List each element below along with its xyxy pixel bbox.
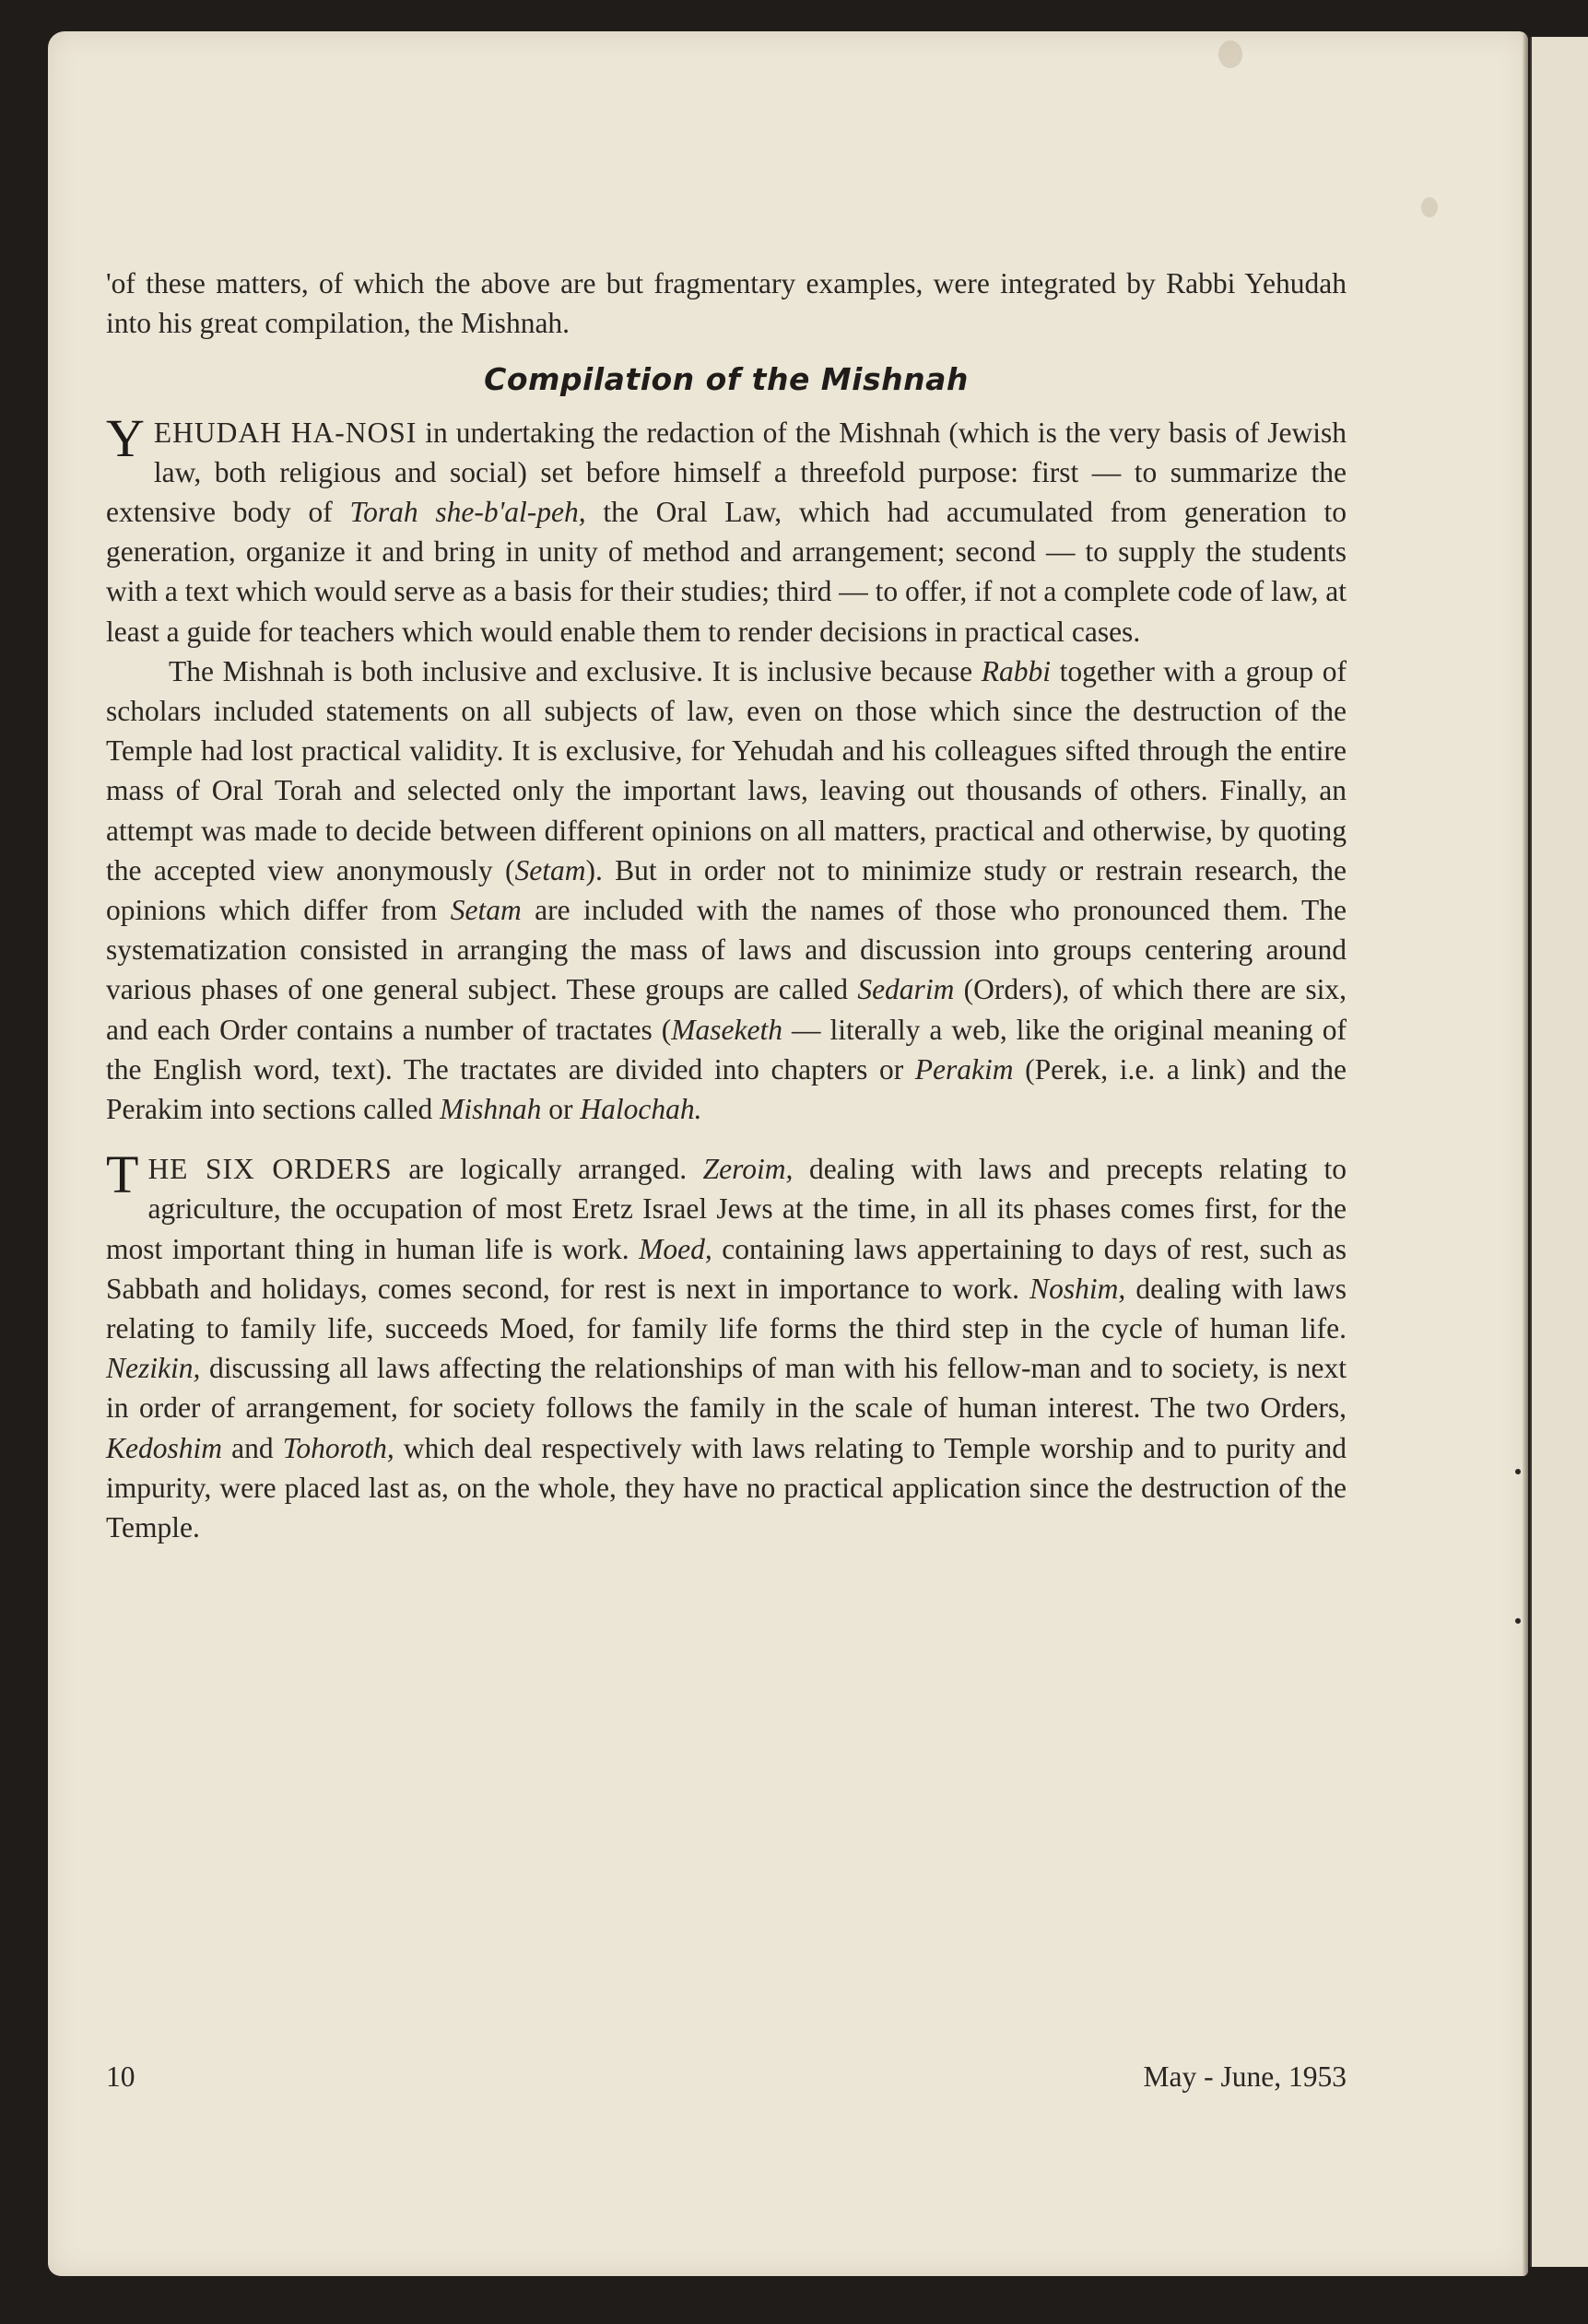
staple-mark: [1515, 1469, 1521, 1474]
paragraph-text: which deal respectively with laws relating to Temple worship and to purity and impurity, were placed last as, on the whole, they have no practical application since the destruction of the Temple.: [106, 1431, 1347, 1544]
paragraph-text: (Perek, i.e. a link) and the Perakim into sections called: [106, 1052, 1347, 1126]
paragraph-redaction: [106, 407, 1347, 651]
paragraph-inclusive: [106, 651, 1347, 1129]
italic-term: Tohoroth,: [282, 1431, 394, 1464]
paragraph-text: are included with the names of those who pronounced them. The systematization consisted in arranging the mass of laws and discussion into groups centering around various phases of one general subject. These groups are called: [106, 894, 1347, 1006]
italic-term: Zeroim,: [702, 1153, 794, 1186]
page-stain: [1421, 197, 1438, 217]
italic-term: Sedarim: [857, 973, 955, 1006]
paragraph-text: together with a group of scholars included statements on all subjects of law, even on those which since the destruction of the Temple had lost practical validity. It is exclusive, for Yehudah and his colleagues sifted through the entire mass of Oral Torah and selected only the important laws, leaving out thousands of others. Finally, an attempt was made to decide between different opinions on all matters, practical and otherwise, by quoting the accepted view anonymously (: [106, 654, 1347, 886]
paragraph-text: (Orders), of which there are six, and each Order contains a number of tractates (: [106, 973, 1347, 1046]
page-number: 10: [106, 2060, 135, 2093]
paragraph-text: dealing with laws and precepts relating to agriculture, the occupation of most Eretz Israel Jews at the time, in all its phases comes first, for the most important thing in human life is work.: [106, 1153, 1347, 1265]
article-body: [106, 264, 1347, 1547]
drop-cap: T: [106, 1144, 139, 1205]
paragraph-text: The Mishnah is both inclusive and exclusive. It is inclusive because: [169, 654, 982, 687]
paragraph-text: and: [222, 1431, 283, 1464]
italic-term: Moed,: [639, 1232, 712, 1265]
facing-page-edge: [1530, 37, 1588, 2267]
page-stain: [1218, 41, 1242, 68]
italic-term: Kedoshim: [106, 1431, 222, 1464]
italic-term: Torah she-b'al-peh,: [349, 496, 586, 529]
staple-mark: [1515, 1618, 1521, 1624]
paragraph-text: in undertaking the redaction of the Mishnah (which is the very basis of Jewish law, both religious and social) set before himself a threefold purpose: first — to summarize the extensive body of: [106, 416, 1347, 529]
italic-term: Halochah.: [580, 1093, 702, 1126]
section-heading: Compilation of the Mishnah: [484, 361, 969, 398]
italic-term: Perakim: [914, 1052, 1014, 1086]
paragraph-text: containing laws appertaining to days of rest, such as Sabbath and holidays, comes second, for rest is next in importance to work.: [106, 1232, 1347, 1305]
italic-term: Maseketh: [671, 1013, 782, 1046]
italic-term: Rabbi: [981, 654, 1051, 687]
paragraph-text: — literally a web, like the original meaning of the English word, text). The tractates are divided into chapters or: [106, 1013, 1347, 1086]
paragraph-lead: EHUDAH HA-NOSI: [153, 416, 418, 449]
paragraph-text: ). But in order not to minimize study or restrain research, the opinions which differ from: [106, 853, 1347, 927]
italic-term: Noshim,: [1029, 1272, 1126, 1305]
italic-term: Nezikin,: [106, 1352, 201, 1385]
paragraph-gap: [106, 1129, 1347, 1149]
paragraph-text: or: [541, 1093, 581, 1126]
paragraph-text: are logically arranged.: [392, 1153, 703, 1186]
paragraph-six-orders: [106, 1144, 1347, 1547]
paragraph-text: discussing all laws affecting the relationships of man with his fellow-man and to society, is next in order of arrangement, for society follows the family in the scale of human interest. The two Orders,: [106, 1352, 1347, 1425]
issue-date: May - June, 1953: [1143, 2060, 1347, 2093]
italic-term: Mishnah: [440, 1093, 542, 1126]
intro-paragraph: 'of these matters, of which the above are but fragmentary examples, were integrated by Rabbi Yehudah into his great compilation, the Mishnah.: [106, 267, 1347, 340]
italic-term: Setam: [450, 894, 522, 927]
paragraph-text: dealing with laws relating to family life, succeeds Moed, for family life forms the third step in the cycle of human life.: [106, 1272, 1347, 1345]
paragraph-text: the Oral Law, which had accumulated from generation to generation, organize it and bring in unity of method and arrangement; second — to supply the students with a text which would serve as a basis for their studies; third — to offer, if not a complete code of law, at least a guide for teachers which would enable them to render decisions in practical cases.: [106, 496, 1347, 648]
page-footer: [106, 2060, 1347, 2094]
paragraph-lead: HE SIX ORDERS: [147, 1153, 393, 1186]
drop-cap: Y: [106, 407, 145, 468]
italic-term: Setam: [514, 853, 586, 886]
